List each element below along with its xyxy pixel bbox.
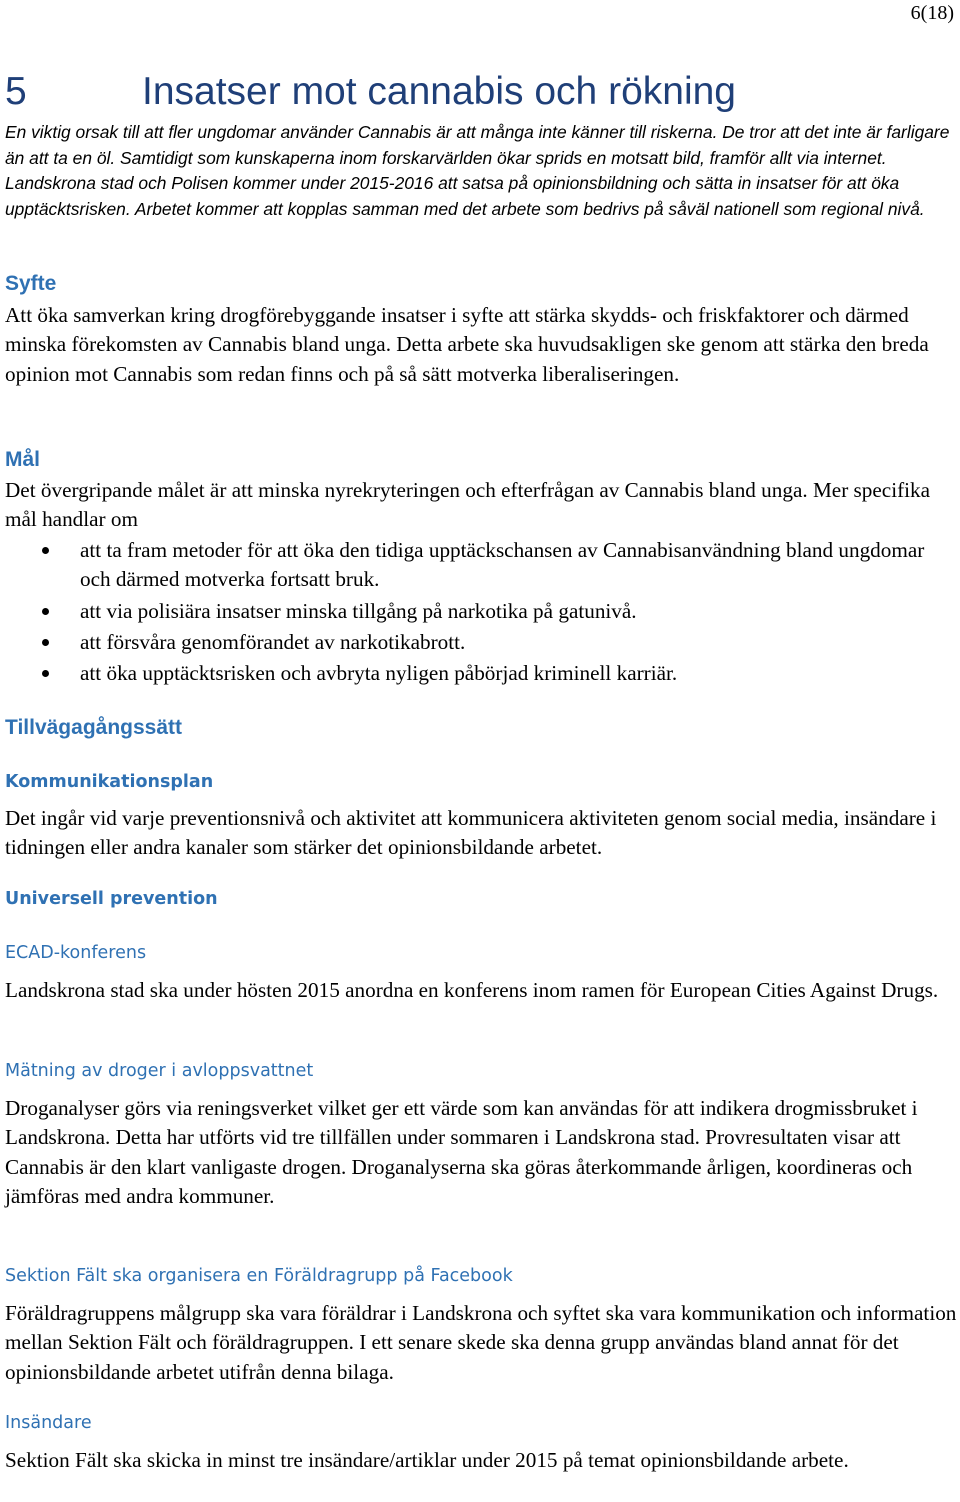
list-item — [5, 536, 955, 595]
kommunikationsplan-paragraph: Det ingår vid varje preventionsnivå och aktivitet att kommunicera aktiviteten genom social media, insändare i tidningen eller andra kanaler som stärker det opinionsbildande arbetet. — [5, 806, 937, 860]
tillvagagangssatt-heading: Tillvägagångssätt — [5, 716, 183, 739]
list-item-text: att via polisiära insatser minska tillgång på narkotika på gatunivå. — [80, 598, 637, 623]
mal-paragraph: Det övergripande målet är att minska nyrekryteringen och efterfrågan av Cannabis bland unga. Mer specifika mål handlar om — [5, 478, 931, 532]
ecad-heading: ECAD-konferens — [5, 943, 147, 963]
syfte-paragraph: Att öka samverkan kring drogförebyggande insatser i syfte att stärka skydds- och friskfaktorer och därmed minska förekomsten av Cannabis bland unga. Detta arbete ska huvudsakligen ske genom att stärka den breda opinion mot Cannabis som redan finns och på så sätt motverka liberaliseringen. — [5, 303, 929, 386]
bullet-icon — [42, 608, 49, 615]
list-item — [5, 597, 955, 626]
bullet-icon — [42, 670, 49, 677]
kommunikationsplan-heading: Kommunikationsplan — [5, 772, 214, 792]
bullet-icon — [42, 639, 49, 646]
list-item-text: att ta fram metoder för att öka den tidiga upptäckschansen av Cannabisanvändning bland ungdomar och därmed motverka fortsatt bruk. — [80, 538, 925, 592]
page-number: 6(18) — [910, 2, 954, 24]
mal-bullet-list — [5, 536, 955, 690]
universell-prevention-heading: Universell prevention — [5, 889, 218, 909]
syfte-heading: Syfte — [5, 272, 57, 295]
mal-heading: Mål — [5, 448, 41, 471]
ecad-paragraph: Landskrona stad ska under hösten 2015 anordna en konferens inom ramen för European Cities Against Drugs. — [5, 978, 939, 1002]
chapter-title: Insatser mot cannabis och rökning — [142, 70, 736, 113]
insandare-paragraph: Sektion Fält ska skicka in minst tre insändare/artiklar under 2015 på temat opinionsbildande arbete. — [5, 1448, 849, 1472]
list-item — [5, 659, 955, 688]
foraldragrupp-paragraph: Föräldragruppens målgrupp ska vara föräldrar i Landskrona och syftet ska vara kommunikation och information mellan Sektion Fält och föräldragruppen. I ett senare skede ska denna grupp användas bland annat för det opinionsbildande arbetet utifrån denna bilaga. — [5, 1301, 957, 1384]
matning-paragraph: Droganalyser görs via reningsverket vilket ger ett värde som kan användas för att indikera drogmissbruket i Landskrona. Detta har utförts vid tre tillfällen under sommaren i Landskrona stad. Provresultaten visar att Cannabis är den klart vanligaste drogen. Droganalyserna ska göras återkommande årligen, koordineras och jämföras med andra kommuner. — [5, 1096, 918, 1208]
list-item-text: att försvåra genomförandet av narkotikabrott. — [80, 629, 466, 654]
intro-paragraph: En viktig orsak till att fler ungdomar använder Cannabis är att många inte känner till riskerna. De tror att det inte är farligare än att ta en öl. Samtidigt som kunskaperna inom forskarvärlden ökar sprids en motsatt bild, framför allt via internet. Landskrona stad och Polisen kommer under 2015-2016 att satsa på opinionsbildning och sätta in insatser för att öka upptäcktsrisken. Arbetet kommer att kopplas samman med det arbete som bedrivs på såväl nationell som regional nivå. — [5, 122, 950, 219]
bullet-icon — [42, 547, 49, 554]
list-item — [5, 628, 955, 657]
chapter-number: 5 — [5, 70, 27, 113]
chapter-heading — [5, 70, 736, 114]
insandare-heading: Insändare — [5, 1413, 92, 1433]
list-item-text: att öka upptäcktsrisken och avbryta nyligen påbörjad kriminell karriär. — [80, 661, 678, 686]
matning-heading: Mätning av droger i avloppsvattnet — [5, 1061, 314, 1081]
foraldragrupp-heading: Sektion Fält ska organisera en Föräldragrupp på Facebook — [5, 1266, 513, 1286]
